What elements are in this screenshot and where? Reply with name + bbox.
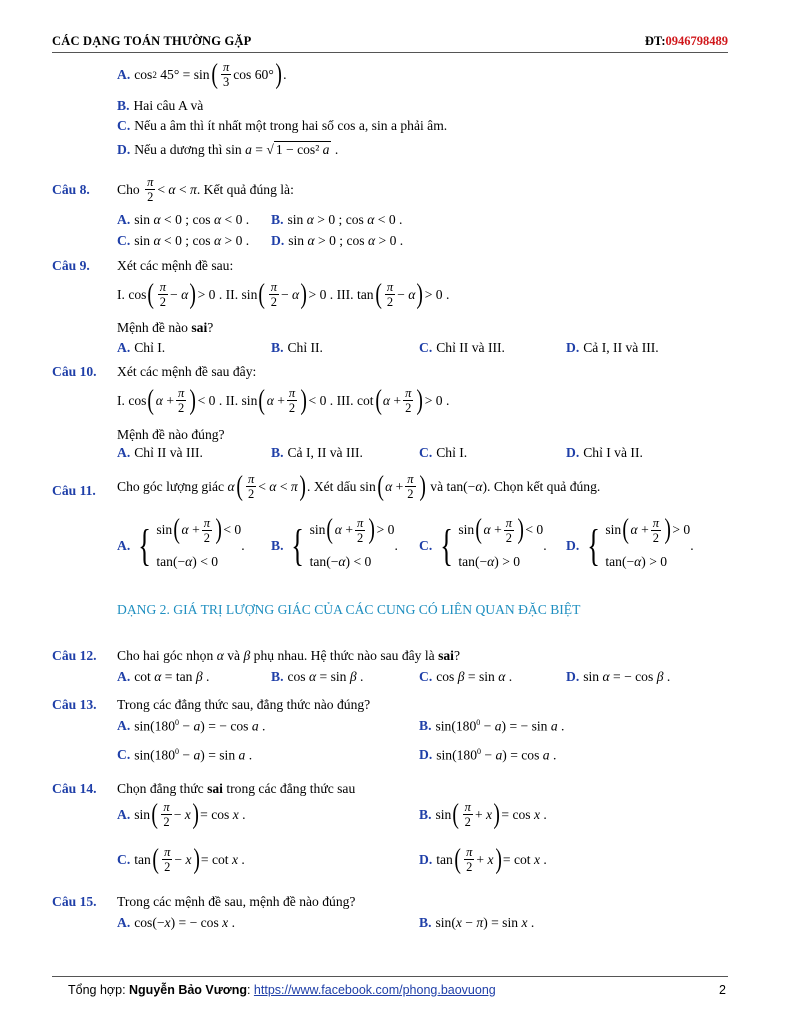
page-header (52, 34, 728, 53)
question-8-option-b[interactable]: B. sin α > 0 ; cos α < 0 . (271, 212, 403, 227)
question-10-label: Câu 10. (52, 364, 97, 379)
question-11-option-b[interactable]: B. { sin ( α + $\frac{\pi}{2}$ ) > 0 tan(−α) < 0 . (271, 514, 398, 570)
question-13-option-c[interactable]: C. $\sin(180^0 - a) = \sin a$ . (117, 747, 253, 763)
page-footer (52, 976, 728, 997)
question-10-statements: I. cos ( α + $\frac{\pi}{2}$ ) < 0 . II. sin ( α + $\frac{\pi}{2}$ ) < 0 . III. cot ( α + $\frac{\pi}{2}$ ) > 0 . (117, 384, 450, 416)
section-heading: DẠNG 2. GIÁ TRỊ LƯỢNG GIÁC CỦA CÁC CUNG CÓ LIÊN QUAN ĐẶC BIỆT (117, 602, 581, 617)
question-15-stem: Trong các mệnh đề sau, mệnh đề nào đúng? (117, 894, 356, 909)
question-11-stem: Cho góc lượng giác α ( $\frac{\pi}{2}$ < α < π ) . Xét dấu sin ( α + $\frac{\pi}{2}$ ) và tan(−α) . Chọn kết quả đúng. (117, 470, 601, 502)
question-13-option-d[interactable]: D. $\sin(180^0 - a) = \cos a$ . (419, 747, 557, 763)
question-9-option-b[interactable]: B. Chỉ II. (271, 340, 323, 355)
prev-option-c: C. Nếu a âm thì ít nhất một trong hai số cos a, sin a phải âm. (117, 118, 448, 133)
question-10-option-d[interactable]: D. Chỉ I và II. (566, 445, 643, 460)
question-10-option-b[interactable]: B. Cả I, II và III. (271, 445, 363, 460)
question-9-label: Câu 9. (52, 258, 90, 273)
question-14-option-d[interactable]: D. tan ( $\frac{\pi}{2}$ + x ) = cot x . (419, 843, 547, 875)
question-8-option-c[interactable]: C. sin α < 0 ; cos α > 0 . (117, 233, 250, 248)
question-8-stem: Cho $\frac{\pi}{2}$ < α < π . Kết quả đúng là: (117, 175, 294, 204)
question-13-stem: Trong các đẳng thức sau, đẳng thức nào đúng? (117, 697, 371, 712)
question-11-option-c[interactable]: C. { sin ( α + $\frac{\pi}{2}$ ) < 0 tan(−α) > 0 . (419, 514, 547, 570)
question-12-option-c[interactable]: C. cos β = sin α . (419, 669, 513, 684)
question-12-option-b[interactable]: B. cos α = sin β . (271, 669, 364, 684)
question-9-option-c[interactable]: C. Chỉ II và III. (419, 340, 505, 355)
question-14-stem: Chọn đẳng thức sai trong các đẳng thức sau (117, 781, 356, 796)
page-number: 2 (719, 983, 726, 997)
question-12-option-d[interactable]: D. sin α = − cos β . (566, 669, 671, 684)
question-10-stem: Xét các mệnh đề sau đây: (117, 364, 257, 379)
question-10-ask: Mệnh đề nào đúng? (117, 427, 225, 442)
question-8-label: Câu 8. (52, 182, 90, 197)
question-9-ask: Mệnh đề nào sai ? (117, 320, 214, 335)
question-14-option-c[interactable]: C. tan ( $\frac{\pi}{2}$ − x ) = cot x . (117, 843, 245, 875)
question-13-option-a[interactable]: A. $\sin(180^0 - a)$ = − cos a . (117, 718, 266, 734)
question-8-option-d[interactable]: D. sin α > 0 ; cos α > 0 . (271, 233, 404, 248)
question-10-option-a[interactable]: A. Chỉ II và III. (117, 445, 203, 460)
question-12-stem: Cho hai góc nhọn α và β phụ nhau. Hệ thức nào sau đây là sai ? (117, 648, 461, 663)
question-11-option-a[interactable]: A. { sin ( α + $\frac{\pi}{2}$ ) < 0 tan(−α) < 0 . (117, 514, 245, 570)
question-10-option-c[interactable]: C. Chỉ I. (419, 445, 468, 460)
footer-credit: Tổng hợp: Nguyễn Bảo Vương: https://www.facebook.com/phong.baovuong (68, 983, 496, 997)
question-9-stem: Xét các mệnh đề sau: (117, 258, 234, 273)
prev-option-d: D. Nếu a dương thì sin a = √ 1 − cos² a . (117, 142, 339, 157)
question-11-label: Câu 11. (52, 483, 96, 498)
question-12-option-a[interactable]: A. cot α = tan β . (117, 669, 210, 684)
question-9-option-d[interactable]: D. Cả I, II và III. (566, 340, 659, 355)
prev-option-b: B. Hai câu A và (117, 98, 204, 113)
question-14-option-b[interactable]: B. sin ( $\frac{\pi}{2}$ + x ) = cos x . (419, 798, 547, 830)
question-13-option-b[interactable]: B. $\sin(180^0 - a)$ = − sin a . (419, 718, 565, 734)
question-14-option-a[interactable]: A. sin ( $\frac{\pi}{2}$ − x ) = cos x . (117, 798, 246, 830)
question-11-option-d[interactable]: D. { sin ( α + $\frac{\pi}{2}$ ) > 0 tan(−α) > 0 . (566, 514, 694, 570)
question-14-label: Câu 14. (52, 781, 97, 796)
footer-facebook-link[interactable]: https://www.facebook.com/phong.baovuong (253, 983, 496, 997)
header-title: CÁC DẠNG TOÁN THƯỜNG GẶP (52, 34, 252, 48)
question-15-label: Câu 15. (52, 894, 97, 909)
question-12-label: Câu 12. (52, 648, 97, 663)
question-15-option-a[interactable]: A. cos(−x) = − cos x . (117, 915, 236, 930)
header-phone: ĐT:0946798489 (644, 34, 728, 48)
question-13-label: Câu 13. (52, 697, 97, 712)
question-9-option-a[interactable]: A. Chỉ I. (117, 340, 166, 355)
question-9-statements: I. cos ( $\frac{\pi}{2}$ − α ) > 0 . II. sin ( $\frac{\pi}{2}$ − α ) > 0 . III. tan ( $\frac{\pi}{2}$ − α ) > 0 . (117, 278, 450, 310)
prev-option-a: A. cos 2 45° = sin ( $\frac{\pi}{3}$ cos 60° ) . (117, 58, 287, 90)
question-15-option-b[interactable]: B. sin(x − π) = sin x . (419, 915, 535, 930)
question-8-option-a[interactable]: A. sin α < 0 ; cos α < 0 . (117, 212, 250, 227)
